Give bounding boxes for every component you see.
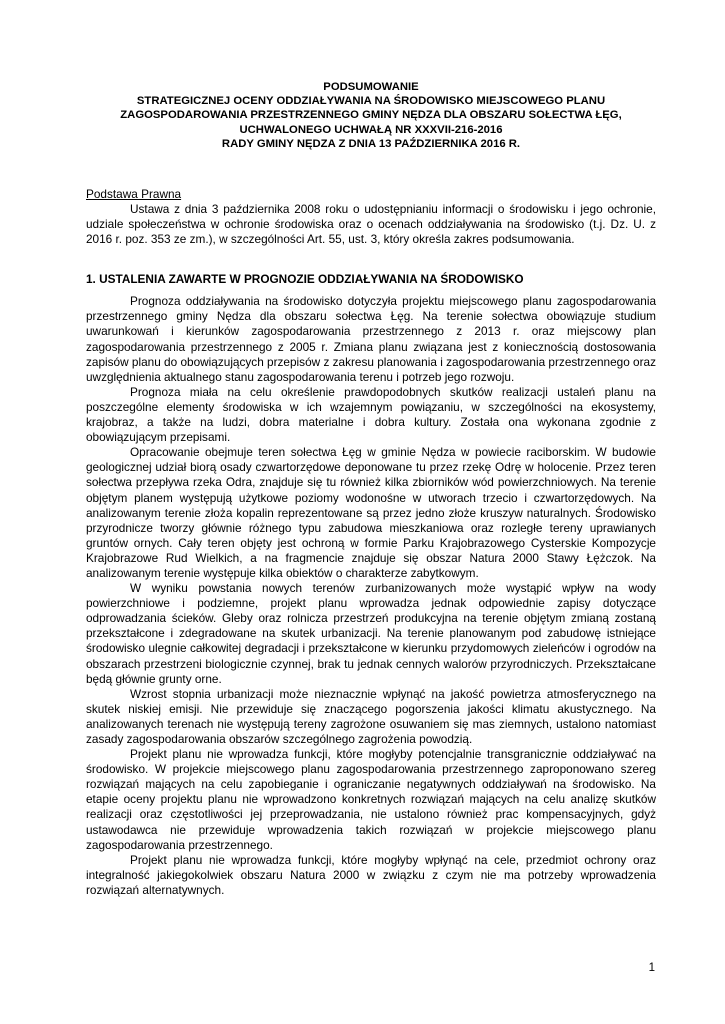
paragraph: Projekt planu nie wprowadza funkcji, które mogłyby wpłynąć na cele, przedmiot ochrony oraz integralność jakiegokolwiek obszaru Natura 2000 w związku z czym nie ma potrzeby wprowadzenia rozwiązań alternatywnych. (86, 852, 656, 897)
paragraph: Opracowanie obejmuje teren sołectwa Łęg w gminie Nędza w powiecie raciborskim. W budowie geologicznej udział biorą osady czwartorzędowe deponowane tu przez rzekę Odrę w holocenie. Przez teren sołectwa przepływa rzeka Odra, znajduje się tu również kilka zbiorników wód powierzchniowych. Na terenie objętym planem występują użytkowe poziomy wodonośne w utworach trzecio i czwartorzędowych. Na analizowanym terenie złoża kopalin reprezentowane są przez jedno złoże kruszyw naturalnych. Środowisko przyrodnicze tworzy głównie różnego typu zabudowa mieszkaniowa oraz rozległe tereny uprawianych gruntów ornych. Cały teren objęty jest ochroną w formie Parku Krajobrazowego Cysterskie Kompozycje Krajobrazowe Rud Wielkich, a na fragmencie znajduje się obszar Natura 2000 Stawy Łężczok. Na analizowanym terenie występuje kilka obiektów o charakterze zabytkowym. (86, 445, 656, 580)
paragraph: Wzrost stopnia urbanizacji może nieznacznie wpłynąć na jakość powietrza atmosferycznego na skutek niskiej emisji. Nie przewiduje się znaczącego pogorszenia jakości klimatu akustycznego. Na analizowanych terenach nie występują tereny zagrożone osuwaniem się mas ziemnych, ustalono natomiast zasady zagospodarowania obszarów szczególnego zagrożenia powodzią. (86, 686, 656, 747)
section-1 (86, 272, 656, 898)
legal-basis-text: Ustawa z dnia 3 października 2008 roku o udostępnianiu informacji o środowisku i jego ochronie, udziale społeczeństwa w ochronie środowiska oraz o ocenach oddziaływania na środowisko (t.j. Dz. U. z 2016 r. poz. 353 ze zm.), w szczególności Art. 55, ust. 3, który określa zakres podsumowania. (86, 202, 656, 247)
paragraph: Prognoza oddziaływania na środowisko dotyczyła projektu miejscowego planu zagospodarowania przestrzennego gminy Nędza dla obszaru sołectwa Łęg. Na terenie sołectwa obowiązuje studium uwarunkowań i kierunków zagospodarowania przestrzennego z 2013 r. oraz miejscowy plan zagospodarowania przestrzennego z 2005 r. Zmiana planu związana jest z koniecznością dostosowania zapisów planu do obowiązujących przepisów z zakresu planowania i zagospodarowania przestrzennego oraz uwzględnienia aktualnego stanu zagospodarowania terenu i potrzeb jego rozwoju. (86, 294, 656, 384)
title-line: STRATEGICZNEJ OCENY ODDZIAŁYWANIA NA ŚRODOWISKO MIEJSCOWEGO PLANU (136, 95, 606, 108)
paragraph: W wyniku powstania nowych terenów zurbanizowanych może wystąpić wpływ na wody powierzchniowe i podziemne, projekt planu wprowadza jednak odpowiednie zapisy dotyczące odprowadzania ścieków. Gleby oraz rolnicza przestrzeń produkcyjna na terenie objętym zmianą zostaną przekształcone i zdegradowane na skutek urbanizacji. Na terenie planowanym pod zabudowę istniejące środowisko ulegnie całkowitej degradacji i przekształcone w kierunku przydomowych zieleńców i ogrodów na obszarach przestrzeni biologicznie czynnej, brak tu jednak cennych walorów przyrodniczych. Przekształcane będą głównie grunty orne. (86, 581, 656, 686)
legal-basis-section (86, 187, 656, 247)
title-line: PODSUMOWANIE (323, 81, 419, 93)
title-line: UCHWALONEGO UCHWAŁĄ NR XXXVII-216-2016 (239, 123, 503, 136)
page-number: 1 (648, 962, 655, 974)
document-title (86, 80, 656, 151)
legal-basis-heading: Podstawa Prawna (86, 187, 182, 202)
title-line: RADY GMINY NĘDZA Z DNIA 13 PAŹDZIERNIKA 2016 R. (221, 137, 521, 150)
title-line: ZAGOSPODAROWANIA PRZESTRZENNEGO GMINY NĘDZA DLA OBSZARU SOŁECTWA ŁĘG, (120, 109, 622, 122)
document-page (86, 80, 656, 898)
paragraph: Projekt planu nie wprowadza funkcji, które mogłyby potencjalnie transgranicznie oddziaływać na środowisko. W projekcie miejscowego planu zagospodarowania przestrzennego zaproponowano szereg rozwiązań mających na celu zapobieganie i ograniczanie negatywnych oddziaływań na środowisko. Na etapie oceny projektu planu nie wprowadzono konkretnych rozwiązań mających na celu analizę skutków realizacji oraz częstotliwości jej przeprowadzania, nie ustalono również prac kompensacyjnych, gdyż ustawodawca nie przewiduje wprowadzenia takich rozwiązań w projekcie miejscowego planu zagospodarowania przestrzennego. (86, 747, 656, 852)
section-1-heading: 1. USTALENIA ZAWARTE W PROGNOZIE ODDZIAŁYWANIA NA ŚRODOWISKO (86, 272, 524, 287)
paragraph: Prognoza miała na celu określenie prawdopodobnych skutków realizacji ustaleń planu na poszczególne elementy środowiska w ich wzajemnym powiązaniu, w szczególności na ekosystemy, krajobraz, a także na ludzi, dobra materialne i dobra kultury. Została ona wykonana zgodnie z obowiązującym przepisami. (86, 384, 656, 445)
